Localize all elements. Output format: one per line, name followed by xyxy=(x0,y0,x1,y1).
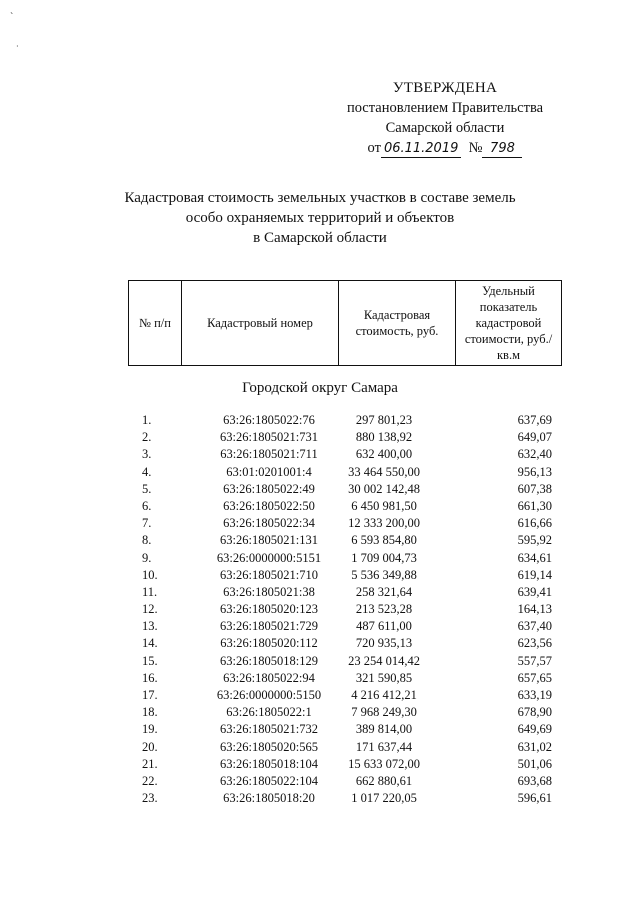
cadastral-cost: 258 321,64 xyxy=(355,584,413,599)
cadastral-number: 63:26:1805021:732 xyxy=(220,722,318,737)
cadastral-number: 63:26:1805021:711 xyxy=(220,447,318,462)
cadastral-cost: 389 814,00 xyxy=(355,722,413,737)
row-number: 15. xyxy=(142,653,158,668)
cadastral-number: 63:26:0000000:5151 xyxy=(216,550,322,565)
unit-cost: 693,68 xyxy=(517,773,552,788)
unit-cost: 634,61 xyxy=(517,550,552,565)
cadastral-number: 63:26:0000000:5150 xyxy=(216,688,322,702)
table-row xyxy=(128,687,562,704)
unit-cost: 633,19 xyxy=(517,688,552,702)
approval-number: 798 xyxy=(482,141,522,158)
unit-cost: 657,65 xyxy=(517,670,552,685)
cadastral-number: 63:26:1805018:104 xyxy=(220,756,318,771)
unit-cost: 501,06 xyxy=(517,756,552,771)
cadastral-cost: 12 333 200,00 xyxy=(348,516,420,531)
row-number: 11. xyxy=(142,584,158,599)
unit-cost: 637,69 xyxy=(517,413,552,427)
row-number: 14. xyxy=(142,636,158,651)
unit-cost: 596,61 xyxy=(517,791,552,806)
cadastral-number: 63:26:1805020:112 xyxy=(220,636,318,651)
header-number: № п/п xyxy=(129,281,182,366)
row-number: 22. xyxy=(142,773,158,788)
number-prefix: № xyxy=(468,140,483,156)
title-line-2: особо охраняемых территорий и объектов xyxy=(185,210,455,226)
table-row xyxy=(128,498,562,515)
unit-cost: 661,30 xyxy=(517,498,552,513)
cadastral-cost: 6 593 854,80 xyxy=(351,533,417,548)
row-number: 6. xyxy=(142,498,152,513)
cadastral-cost: 487 611,00 xyxy=(356,619,412,634)
unit-cost: 164,13 xyxy=(517,602,552,617)
table-row xyxy=(128,464,562,481)
document-title xyxy=(0,188,640,248)
cadastral-number: 63:26:1805021:729 xyxy=(220,619,318,634)
cadastral-number: 63:26:1805020:123 xyxy=(220,602,318,617)
unit-cost: 637,40 xyxy=(517,619,552,634)
unit-cost: 607,38 xyxy=(517,481,552,496)
title-line-3: в Самарской области xyxy=(253,230,387,246)
unit-cost: 956,13 xyxy=(517,464,552,479)
cadastral-number: 63:26:1805022:76 xyxy=(223,413,315,427)
approval-stamp xyxy=(300,78,590,158)
title-line-1: Кадастровая стоимость земельных участков в составе земель xyxy=(124,190,516,206)
cadastral-number: 63:26:1805018:20 xyxy=(223,791,315,806)
row-number: 23. xyxy=(142,791,158,806)
row-number: 13. xyxy=(142,619,158,634)
table-row xyxy=(128,532,562,549)
table-row xyxy=(128,790,562,807)
row-number: 3. xyxy=(142,447,152,462)
table-row xyxy=(128,635,562,652)
approval-line-2: Самарской области xyxy=(385,120,505,136)
cadastral-cost: 7 968 249,30 xyxy=(351,705,417,720)
cadastral-cost: 662 880,61 xyxy=(355,773,413,788)
row-number: 2. xyxy=(142,430,152,445)
cadastral-number: 63:26:1805021:710 xyxy=(220,567,318,582)
row-number: 5. xyxy=(142,481,152,496)
row-number: 17. xyxy=(142,688,158,702)
cadastral-number: 63:26:1805022:94 xyxy=(223,670,315,685)
table-row xyxy=(128,756,562,773)
approval-line-1: постановлением Правительства xyxy=(346,100,544,116)
cadastral-cost: 33 464 550,00 xyxy=(348,464,420,479)
cadastral-number: 63:26:1805022:104 xyxy=(220,773,318,788)
cadastral-number: 63:26:1805021:38 xyxy=(223,584,315,599)
cadastral-number: 63:26:1805022:50 xyxy=(223,498,315,513)
unit-cost: 649,69 xyxy=(517,722,552,737)
section-title: Городской округ Самара xyxy=(242,380,398,396)
cadastral-number: 63:26:1805020:565 xyxy=(220,739,318,754)
cadastral-number: 63:01:0201001:4 xyxy=(226,464,312,479)
cadastral-cost: 30 002 142,48 xyxy=(348,481,420,496)
unit-cost: 678,90 xyxy=(517,705,552,720)
row-number: 8. xyxy=(142,533,152,548)
cadastral-cost: 321 590,85 xyxy=(355,670,413,685)
table-row xyxy=(128,584,562,601)
approval-date: 06.11.2019 xyxy=(381,141,461,158)
cadastral-cost: 720 935,13 xyxy=(355,636,413,651)
row-number: 19. xyxy=(142,722,158,737)
approval-date-line xyxy=(300,138,590,158)
unit-cost: 649,07 xyxy=(517,430,552,445)
table-row xyxy=(128,429,562,446)
scan-mark: · xyxy=(16,42,19,51)
row-number: 21. xyxy=(142,756,158,771)
cadastral-number: 63:26:1805022:1 xyxy=(226,705,312,720)
cadastral-cost: 23 254 014,42 xyxy=(348,653,420,668)
unit-cost: 639,41 xyxy=(517,584,552,599)
table-row xyxy=(128,670,562,687)
table-row xyxy=(128,481,562,498)
unit-cost: 623,56 xyxy=(517,636,552,651)
row-number: 16. xyxy=(142,670,158,685)
cadastral-cost: 213 523,28 xyxy=(355,602,413,617)
row-number: 20. xyxy=(142,739,158,754)
cadastral-cost: 15 633 072,00 xyxy=(348,756,420,771)
cadastral-cost: 171 637,44 xyxy=(355,739,413,754)
cadastral-cost: 880 138,92 xyxy=(355,430,413,445)
table-header xyxy=(128,280,562,366)
unit-cost: 557,57 xyxy=(517,653,552,668)
unit-cost: 619,14 xyxy=(517,567,552,582)
table-row xyxy=(128,550,562,567)
table-row xyxy=(128,653,562,670)
cadastral-cost: 4 216 412,21 xyxy=(351,688,417,702)
table-row xyxy=(128,515,562,532)
cadastral-cost: 632 400,00 xyxy=(355,447,413,462)
table-row xyxy=(128,446,562,463)
cadastral-cost: 5 536 349,88 xyxy=(351,567,417,582)
data-rows xyxy=(128,412,562,807)
date-prefix: от xyxy=(367,140,381,156)
table-row xyxy=(128,773,562,790)
cadastral-cost: 1 709 004,73 xyxy=(351,550,417,565)
cadastral-number: 63:26:1805022:34 xyxy=(223,516,315,531)
scan-mark: ` xyxy=(10,12,14,23)
cadastral-cost: 6 450 981,50 xyxy=(351,498,417,513)
row-number: 7. xyxy=(142,516,152,531)
row-number: 1. xyxy=(142,413,152,427)
cadastral-cost: 297 801,23 xyxy=(355,413,413,427)
approval-heading: УТВЕРЖДЕНА xyxy=(392,80,498,96)
row-number: 12. xyxy=(142,602,158,617)
cadastral-number: 63:26:1805018:129 xyxy=(220,653,318,668)
cadastral-number: 63:26:1805021:731 xyxy=(220,430,318,445)
table-row xyxy=(128,739,562,756)
table-row xyxy=(128,721,562,738)
table-row xyxy=(128,618,562,635)
header-cadastral-cost: Кадастровая стоимость, руб. xyxy=(339,281,456,366)
header-cadastral-number: Кадастровый номер xyxy=(182,281,339,366)
table-row xyxy=(128,704,562,721)
unit-cost: 595,92 xyxy=(517,533,552,548)
cadastral-number: 63:26:1805021:131 xyxy=(220,533,318,548)
row-number: 9. xyxy=(142,550,152,565)
row-number: 4. xyxy=(142,464,152,479)
cadastral-number: 63:26:1805022:49 xyxy=(223,481,315,496)
row-number: 10. xyxy=(142,567,158,582)
unit-cost: 632,40 xyxy=(517,447,552,462)
header-unit-cost: Удельный показатель кадастровой стоимости, руб./кв.м xyxy=(456,281,562,366)
cadastral-cost: 1 017 220,05 xyxy=(351,791,417,806)
table-row xyxy=(128,412,562,429)
unit-cost: 616,66 xyxy=(517,516,552,531)
table-row xyxy=(128,567,562,584)
row-number: 18. xyxy=(142,705,158,720)
table-row xyxy=(128,601,562,618)
unit-cost: 631,02 xyxy=(517,739,552,754)
